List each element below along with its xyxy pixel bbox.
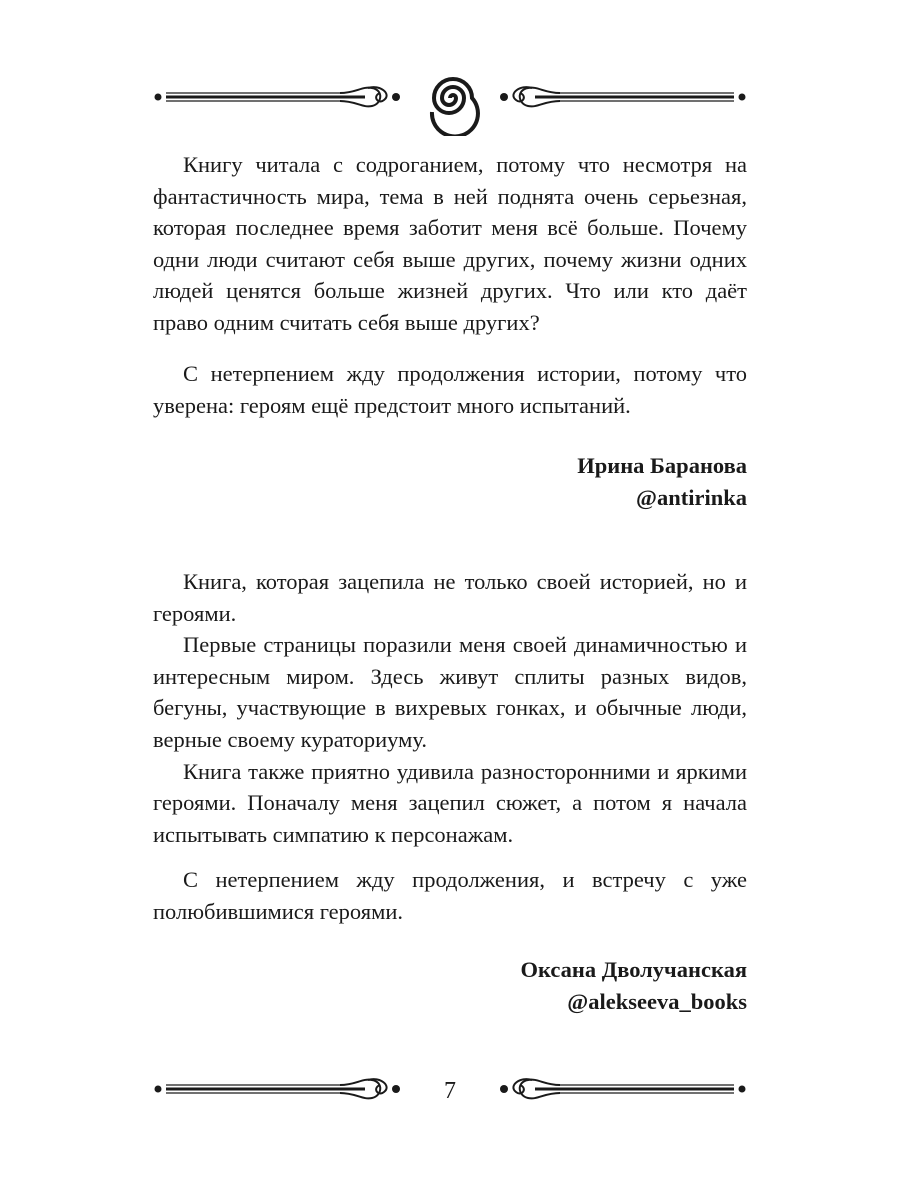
review-1-handle: @antirinka: [636, 484, 747, 510]
review-1-paragraph-1: Книгу читала с содроганием, потому что несмотря на фантастичность мира, тема в ней поднята очень серьезная, которая последнее время заботит меня всё больше. Почему одни люди считают себя выше других, почему жизни одних людей ценятся больше жизней других. Что или кто даёт право одним считать себя выше других?: [153, 152, 747, 335]
review-2-paragraph-3: Книга также приятно удивила разносторонними и яркими героями. Поначалу меня зацепил сюжет, а потом я начала испытывать симпатию к персонажам.: [153, 758, 747, 847]
review-1-author: Ирина Баранова: [577, 453, 747, 478]
review-1-signature: [153, 450, 747, 513]
review-1-body: [153, 149, 747, 339]
spiral-icon: [432, 79, 478, 136]
review-2-closing: [153, 864, 747, 927]
review-1-closing: [153, 358, 747, 421]
review-2-closing-text: С нетерпением жду продолжения, и встречу с уже полюбившимися героями.: [153, 867, 747, 924]
review-2-handle: @alekseeva_books: [567, 988, 747, 1014]
review-1-closing-text: С нетерпением жду продолжения истории, потому что уверена: героям ещё предстоит много испытаний.: [153, 361, 747, 418]
review-2-body: [153, 566, 747, 850]
review-2-paragraph-2: Первые страницы поразили меня своей динамичностью и интересным миром. Здесь живут сплиты разных видов, бегуны, участвующие в вихревых гонках, и обычные люди, верные своему кураториуму.: [153, 632, 747, 752]
left-flourish-icon: [155, 87, 401, 106]
review-2-author: Оксана Дволучанская: [520, 957, 747, 982]
review-2-signature: [153, 954, 747, 1017]
page-number: 7: [444, 1078, 456, 1104]
review-2-paragraph-1: Книга, которая зацепила не только своей историей, но и героями.: [153, 569, 747, 626]
top-ornament: [0, 66, 900, 136]
right-flourish-icon: [500, 87, 746, 106]
